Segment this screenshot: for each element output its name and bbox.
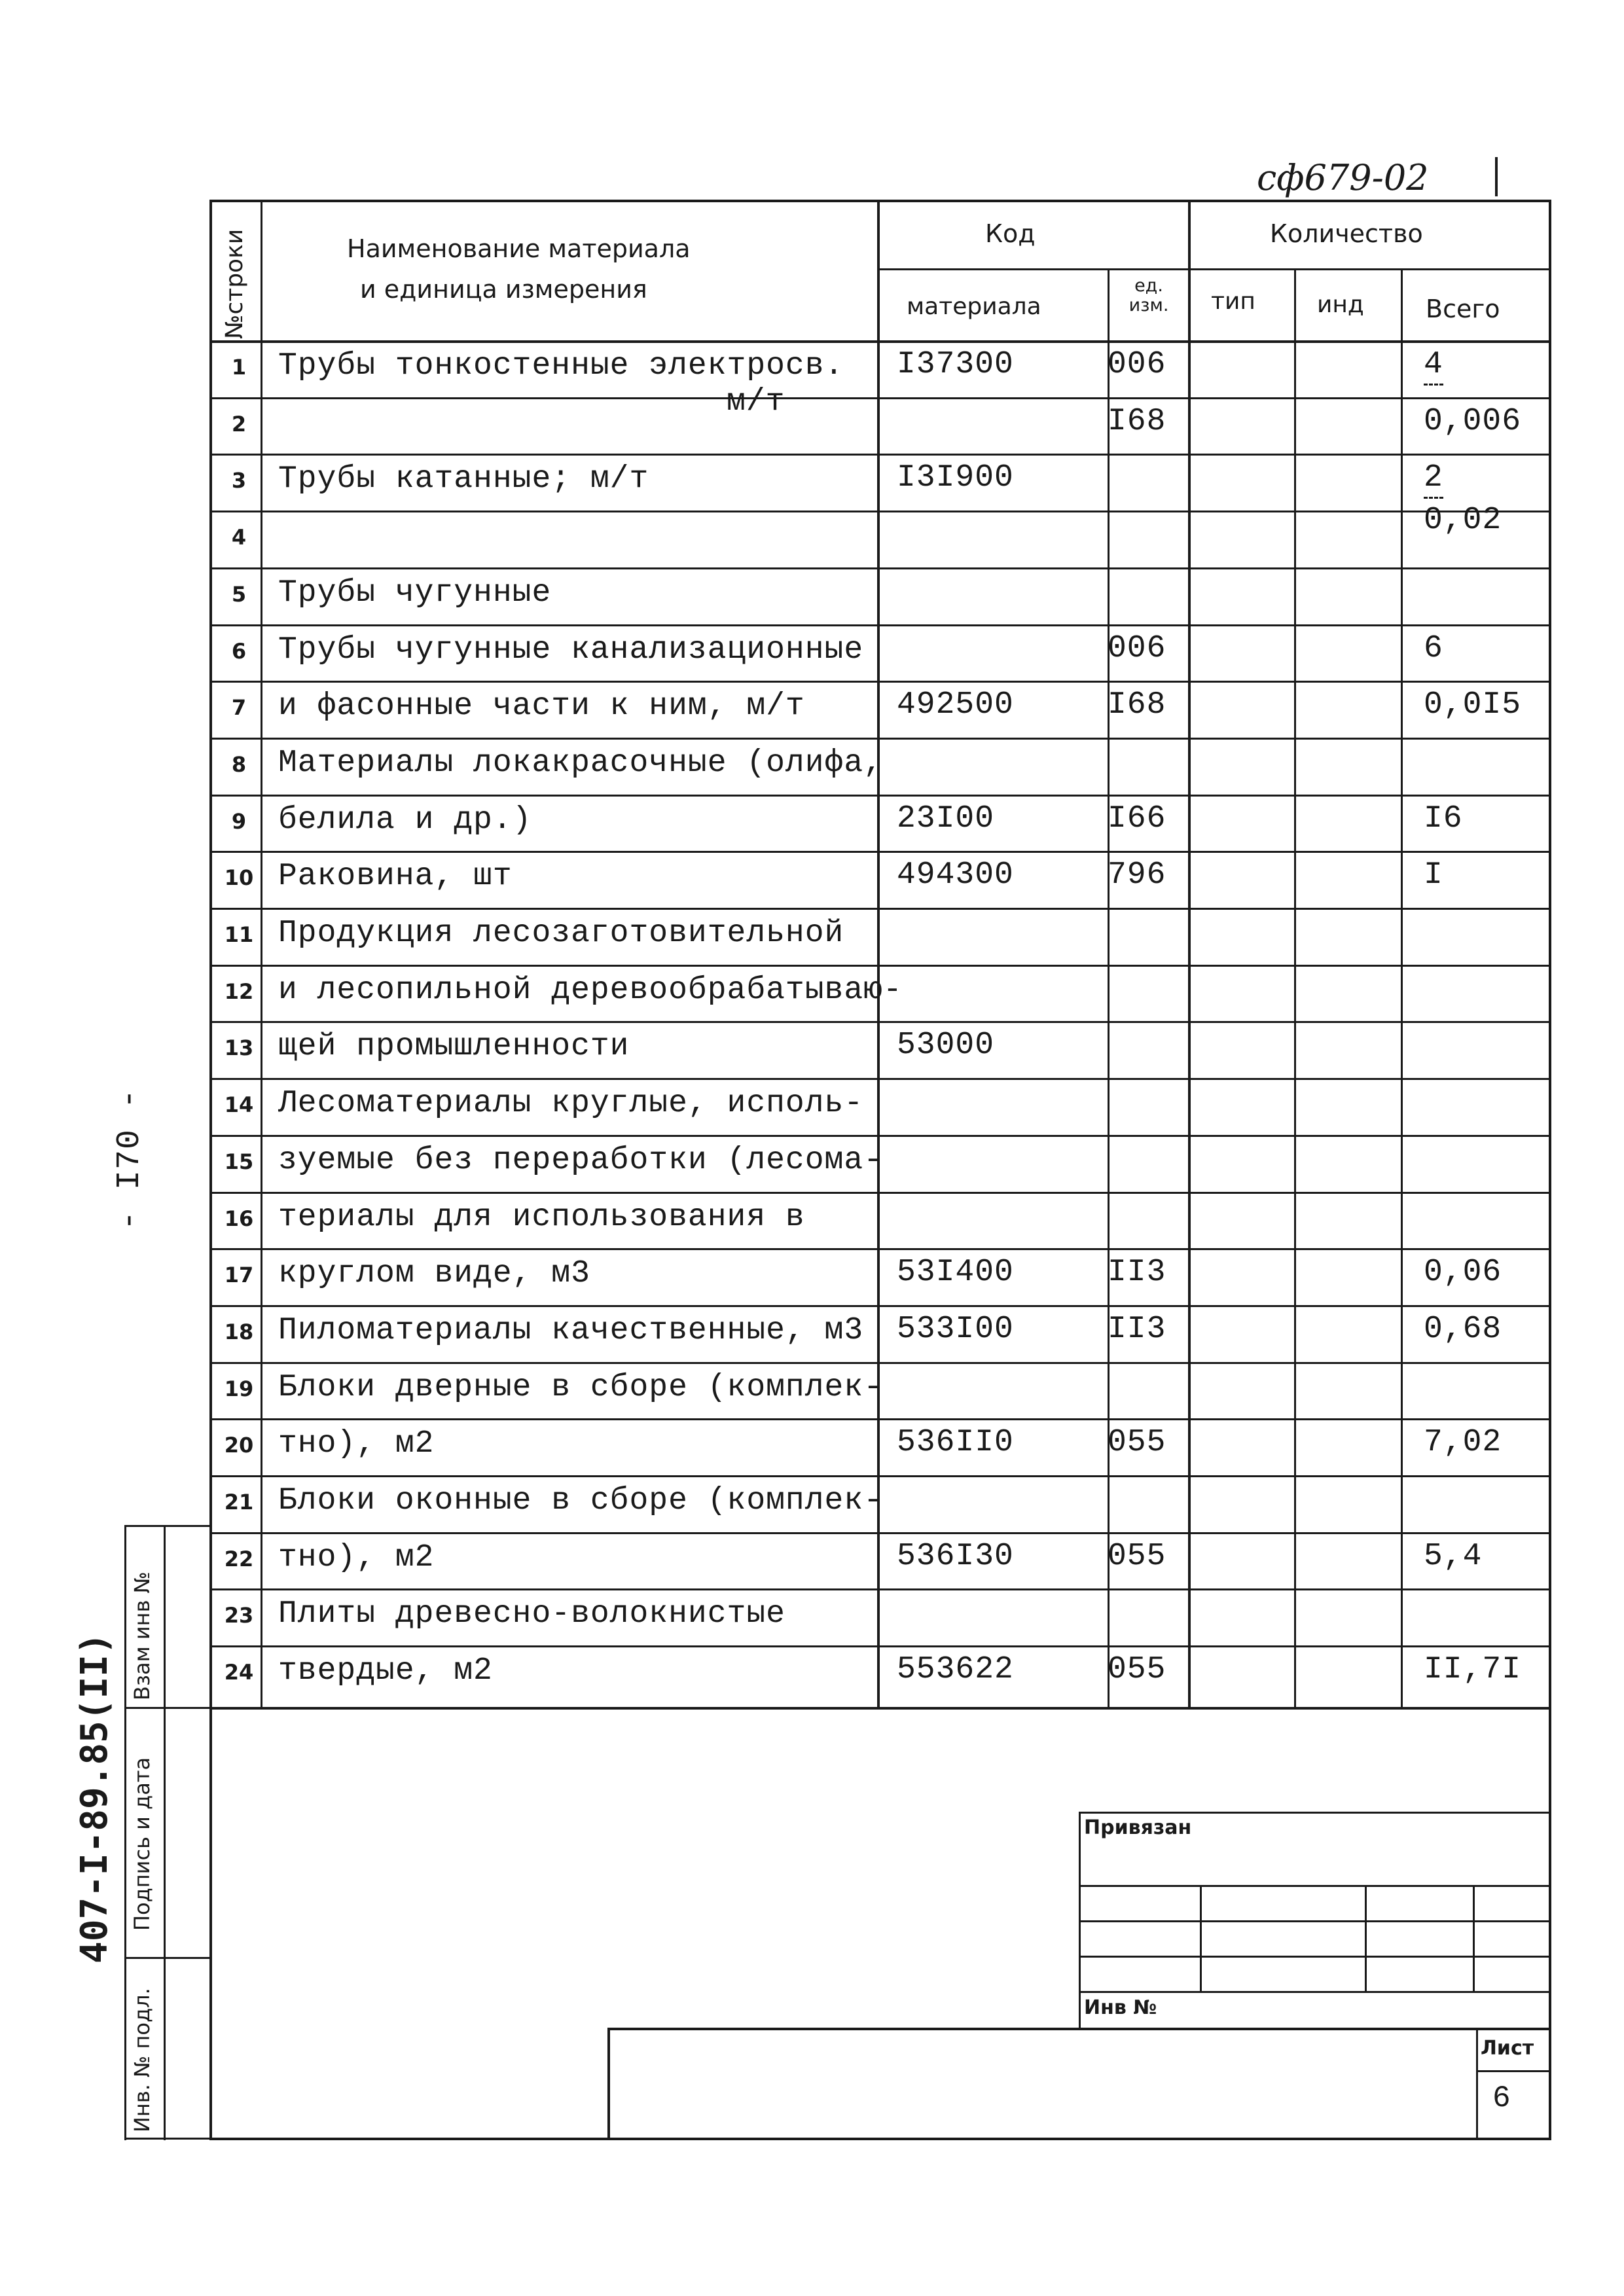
row-separator — [209, 1418, 1551, 1420]
row-number: 12 — [224, 979, 254, 1004]
header-split-line — [877, 268, 1551, 270]
row-total: 0,0I5 — [1424, 687, 1522, 723]
stamp-main-left — [607, 2028, 610, 2140]
row-number: 15 — [224, 1149, 254, 1174]
stamp-inv-label: Инв № — [1084, 1996, 1157, 2019]
row-name: зуемые без переработки (лесома- — [278, 1143, 883, 1178]
side-inv-orig: Инв. № подл. — [130, 1988, 154, 2132]
row-name: тно), м2 — [278, 1426, 435, 1462]
row-unit-code: 055 — [1108, 1539, 1166, 1574]
row-unit-code: II3 — [1108, 1255, 1166, 1290]
header-type: тип — [1211, 288, 1255, 315]
row-name: тно), м2 — [278, 1540, 435, 1575]
sheet-number: 6 — [1492, 2081, 1511, 2115]
row-separator — [209, 851, 1551, 853]
row-name: Материалы локакрасочные (олифа, — [278, 745, 883, 781]
row-separator — [209, 1248, 1551, 1250]
col-border-right — [1549, 200, 1551, 2140]
header-code-material: материала — [907, 293, 1041, 320]
row-name: м/т — [727, 384, 785, 420]
row-number: 23 — [224, 1603, 254, 1628]
row-name: Продукция лесозаготовительной — [278, 916, 844, 951]
col-border-left — [209, 200, 212, 2140]
stamp-line-3 — [1079, 1956, 1551, 1958]
side-stamp-top — [124, 1525, 211, 1527]
row-name: Трубы тонкостенные электросв. — [278, 348, 844, 384]
row-number: 4 — [231, 525, 247, 550]
row-unit-code: I68 — [1108, 404, 1166, 439]
row-unit-code: I66 — [1108, 801, 1166, 836]
side-stamp-bottom — [124, 2138, 211, 2140]
header-ind: инд — [1317, 291, 1364, 318]
sheet-box-split — [1476, 2070, 1551, 2072]
header-row-number: №строки — [221, 228, 248, 339]
stamp-col-2 — [1365, 1885, 1367, 1991]
row-name: Лесоматериалы круглые, исполь- — [278, 1086, 864, 1121]
row-separator — [209, 397, 1551, 399]
row-number: 5 — [231, 582, 247, 607]
col-border-unit — [1188, 200, 1191, 1709]
row-name: Блоки дверные в сборе (комплек- — [278, 1370, 883, 1405]
row-material-code: 23I00 — [897, 801, 995, 836]
row-unit-code: 055 — [1108, 1652, 1166, 1687]
stamp-line-2 — [1079, 1920, 1551, 1922]
row-separator — [209, 795, 1551, 797]
row-name: круглом виде, м3 — [278, 1256, 590, 1291]
stamp-bottom — [209, 2138, 1551, 2140]
stamp-bound-label: Привязан — [1084, 1816, 1192, 1839]
row-separator — [209, 1588, 1551, 1590]
header-code: Код — [985, 219, 1036, 248]
row-material-code: 536I30 — [897, 1539, 1014, 1574]
row-separator — [209, 454, 1551, 456]
row-total: 5,4 — [1424, 1539, 1483, 1574]
row-name: Трубы чугунные — [278, 575, 552, 611]
row-separator — [209, 908, 1551, 910]
row-number: 10 — [224, 865, 254, 890]
row-separator — [209, 511, 1551, 512]
header-total: Всего — [1426, 295, 1500, 323]
row-separator — [209, 1078, 1551, 1080]
stamp-line-1 — [1079, 1885, 1551, 1887]
row-number: 20 — [224, 1433, 254, 1458]
row-separator — [209, 1475, 1551, 1477]
row-name: Плиты древесно-волокнистые — [278, 1596, 785, 1632]
side-stamp-div-2 — [124, 1957, 211, 1959]
row-total: 0,006 — [1424, 404, 1522, 439]
stamp-col-1 — [1200, 1885, 1202, 1991]
side-stamp-left — [124, 1525, 126, 2140]
row-total: 4 — [1424, 347, 1443, 386]
row-total: 0,68 — [1424, 1312, 1502, 1347]
row-separator — [209, 1192, 1551, 1194]
row-material-code: 494300 — [897, 857, 1014, 893]
code-mark — [1495, 157, 1498, 196]
header-name-line1: Наименование материала — [347, 234, 691, 263]
sheet-label: Лист — [1481, 2037, 1534, 2060]
side-stamp-mid — [164, 1525, 166, 2140]
row-number: 11 — [224, 922, 254, 947]
row-separator — [209, 624, 1551, 626]
row-name: Трубы чугунные канализационные — [278, 632, 864, 668]
col-border-type — [1294, 268, 1296, 1709]
header-name-line2: и единица измерения — [360, 275, 647, 304]
row-name: и лесопильной деревообрабатываю- — [278, 973, 903, 1008]
row-total: I6 — [1424, 801, 1463, 836]
stamp-line-4 — [1079, 1991, 1551, 1993]
row-name: Раковина, шт — [278, 859, 513, 894]
table-bottom-border — [209, 1707, 1551, 1710]
row-unit-code: 055 — [1108, 1425, 1166, 1460]
col-border-ind — [1401, 268, 1403, 1709]
row-number: 17 — [224, 1263, 254, 1287]
row-number: 19 — [224, 1376, 254, 1401]
header-code-unit: ед. изм. — [1128, 276, 1169, 315]
row-separator — [209, 1021, 1551, 1023]
row-material-code: 53I400 — [897, 1255, 1014, 1290]
row-unit-code: 796 — [1108, 857, 1166, 893]
row-name: белила и др.) — [278, 802, 532, 838]
row-number: 21 — [224, 1490, 254, 1515]
row-total: II,7I — [1424, 1652, 1522, 1687]
row-name: териалы для использования в — [278, 1200, 805, 1235]
row-material-code: 553622 — [897, 1652, 1014, 1687]
row-name: щей промышленности — [278, 1029, 630, 1064]
row-total: 6 — [1424, 631, 1443, 666]
row-total: 7,02 — [1424, 1425, 1502, 1460]
row-material-code: 492500 — [897, 687, 1014, 723]
header-quantity: Количество — [1270, 219, 1423, 248]
side-stamp-div-1 — [124, 1707, 211, 1709]
row-name: твердые, м2 — [278, 1653, 493, 1689]
row-separator — [209, 681, 1551, 683]
row-separator — [209, 1362, 1551, 1364]
row-number: 9 — [231, 809, 247, 834]
sheet-box-left — [1476, 2028, 1478, 2140]
side-sign-date: Подпись и дата — [130, 1757, 154, 1931]
row-separator — [209, 1532, 1551, 1534]
stamp-left-line — [1079, 1812, 1081, 2028]
header-bottom-border — [209, 340, 1551, 343]
row-name: Пиломатериалы качественные, м3 — [278, 1313, 864, 1348]
row-unit-code: 006 — [1108, 631, 1166, 666]
side-replace-inv: Взам инв № — [130, 1571, 154, 1700]
row-number: 1 — [231, 355, 247, 380]
project-code: 407-I-89.85(II) — [73, 1632, 116, 1964]
row-name: Трубы катанные; м/т — [278, 461, 649, 497]
row-separator — [209, 1645, 1551, 1647]
row-number: 18 — [224, 1319, 254, 1344]
row-total: 0,06 — [1424, 1255, 1502, 1290]
row-name: Блоки оконные в сборе (комплек- — [278, 1483, 883, 1518]
row-name: и фасонные части к ним, м/т — [278, 689, 805, 724]
row-separator — [209, 738, 1551, 740]
row-separator — [209, 567, 1551, 569]
row-total: I — [1424, 857, 1443, 893]
row-number: 14 — [224, 1092, 254, 1117]
row-number: 22 — [224, 1547, 254, 1571]
row-material-code: I37300 — [897, 347, 1014, 382]
row-material-code: 536II0 — [897, 1425, 1014, 1460]
row-number: 6 — [231, 639, 247, 664]
row-number: 24 — [224, 1660, 254, 1685]
stamp-col-3 — [1473, 1885, 1475, 1991]
row-number: 7 — [231, 695, 247, 720]
table-top-border — [209, 200, 1551, 202]
row-unit-code: I68 — [1108, 687, 1166, 723]
row-separator — [209, 965, 1551, 967]
row-separator — [209, 1305, 1551, 1307]
row-number: 13 — [224, 1035, 254, 1060]
row-unit-code: II3 — [1108, 1312, 1166, 1347]
row-separator — [209, 1135, 1551, 1137]
col-border-code — [1108, 268, 1110, 1709]
row-number: 8 — [231, 752, 247, 777]
row-number: 2 — [231, 412, 247, 437]
stamp-top-line — [1079, 1812, 1551, 1814]
row-material-code: 53000 — [897, 1028, 995, 1063]
row-unit-code: 006 — [1108, 347, 1166, 382]
side-page-number: - I70 - — [111, 1088, 149, 1230]
row-number: 3 — [231, 468, 247, 493]
row-total: 2 — [1424, 460, 1443, 499]
row-number: 16 — [224, 1206, 254, 1231]
row-total: 0,02 — [1424, 503, 1502, 538]
row-material-code: I3I900 — [897, 460, 1014, 495]
document-code: сф679-02 — [1257, 157, 1429, 198]
row-material-code: 533I00 — [897, 1312, 1014, 1347]
stamp-main-top — [607, 2028, 1551, 2030]
